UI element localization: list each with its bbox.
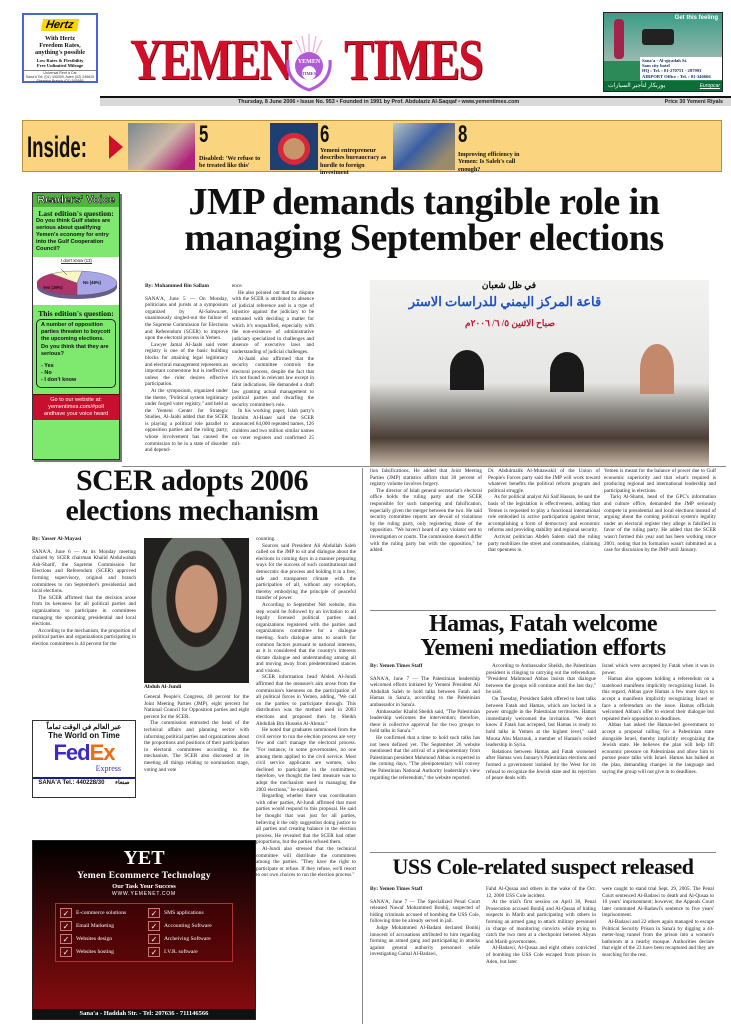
- service-label: Websites design: [76, 936, 113, 942]
- europcar-brand: Europcar: [699, 83, 720, 89]
- fedex-arabic: عبر العالم في الوقت تماماً: [46, 723, 122, 731]
- column-divider: [362, 468, 363, 1024]
- poll-option-yes[interactable]: - Yes: [41, 363, 54, 370]
- readers-voice-title: Readers' Voice: [33, 193, 119, 207]
- jmp-paragraph: As for political analyst Ali Saif Hassan, he said the basis of the legislation is effectiveness, adding that Yemen is requested to play a functional international role embodied in active participation against terror, accomplishing a form of democracy and economic reforms and providing stability and regional security.: [488, 494, 600, 534]
- service-item: [148, 934, 228, 944]
- hamas-headline-line-1: Hamas, Fatah welcome: [429, 611, 657, 637]
- hertz-contact-3: Sheraton Branch (01) 545985: [36, 79, 84, 84]
- service-label: Archeiving Software: [164, 936, 211, 942]
- hertz-tagline: [24, 35, 96, 56]
- yet-contact: Sana'a - Haddah Str. - Tel: 207636 - 711146566: [33, 1009, 255, 1019]
- scer-paragraph: The SCER affirmed that the decision arose from its keenness for all political parties and organizations to participate in committees managing the upcoming presidential and local elections.: [32, 594, 136, 628]
- photo-banner-line-3: صباح الاثنين ٥/ ٦/ ٢٠٠٦م: [465, 318, 555, 328]
- inside-photo-girl[interactable]: [128, 123, 195, 170]
- jmp-paragraph: Dr. Abdulmalik Al-Mutawakil of the Union of People's Forces party said the JMP will work toward whatever benefits the political reform program and political struggle.: [488, 468, 600, 494]
- fedex-contact: [33, 777, 135, 788]
- jmp-col-3: [370, 468, 482, 554]
- hamas-headline[interactable]: [370, 612, 716, 660]
- scer-paragraph: General People's Congress, 40 percent for the Joint Meeting Parties (JMP), eight percent for National Council for Opposition parties and eight percent for the SCER.: [144, 694, 249, 720]
- checkmark-icon: ✓: [148, 921, 160, 931]
- checkmark-icon: ✓: [148, 908, 160, 918]
- jmp-paragraph: The director of Islah general secretariat's electoral office holds the ruling party and the SCER responsible for such tampering and falsification, especially given the merger between the two. He said security committee reports are devoid of violations by the ruling party, only registering those of the opposition. "We haven't heard of any violator sent to investigation or courts. The commission doesn't differ with the ruling party but with the opposition," he added.: [370, 487, 482, 554]
- person-silhouette: [450, 350, 484, 390]
- hamas-paragraph: Ambassador Khalid Sheikh said, "The Palestinian leadership welcomes the intervention; therefore, there is collective approval for the two groups to hold talks in Sana'a.": [370, 708, 480, 735]
- europcar-line-4: AIRPORT Office : Tel. : 01-346666: [642, 73, 711, 79]
- masthead-yemen: YEMEN: [130, 27, 291, 92]
- last-question-label: Last edition's question:: [38, 209, 114, 218]
- photo-banner-line-2: قاعة المركز اليمني للدراسات الاستر: [408, 294, 602, 309]
- service-label: I.V.R. software: [164, 949, 198, 955]
- jmp-col-2: [232, 283, 314, 448]
- jmp-symposium-photo: [370, 280, 709, 466]
- hamas-paragraph: Abbas has asked the Hamas-led government to accept a proposal calling for a Palestinian state alongside Israel, thereby implicitly recognizing the Jewish state. He believes the plan will help lift economic pressure on Palestinians and allow him to pursue peace talks with Israel. Hamas has balked at the plan, demanding changes in the language and saying the group will not give in to deadlines.: [602, 722, 714, 775]
- jmp-paragraph: Al-Jaabi also affirmed that the security committee controls the electoral process, despite the fact that it's not found in relevant law except in faint indications. He demanded a draft law granting actual management to political parties and dwarfing the security committee's role.: [232, 355, 314, 408]
- hamas-paragraph: On Tuesday, President Saleh offered to host talks between Fatah and Hamas, which are locked in a power struggle in the Palestinian territories. Hamas immediately welcomed the invitation. "We don't know if Fatah has accepted, but Hamas is ready to hold talks in Yemen at the highest level," said Mousa Abu Marzouk, a member of Hamas's exiled leadership in Syria.: [486, 695, 596, 749]
- yet-services: [55, 903, 233, 962]
- price-label: Price 30 Yemeni Riyals: [664, 99, 723, 105]
- al-jundi-caption: Abduh Al-Jundi: [144, 684, 182, 690]
- jmp-col-5: [604, 468, 716, 554]
- masthead: [130, 28, 600, 92]
- last-question: Do you think Gulf states are serious about qualifying Yemen's economy for entry into the Gulf Cooperation Council?: [36, 218, 111, 252]
- inside-photo-workers[interactable]: [393, 123, 455, 170]
- service-item: [60, 934, 140, 944]
- yet-slogan: Our Task Your Success: [112, 883, 176, 890]
- europcar-footer: [604, 81, 723, 92]
- hamas-paragraph: Relations between Hamas and Fatah worsened after Hamas won January's Palestinian elections and formed a government isolated by the West for its refusal to recognize the Jewish state and its rejection of peace deals with: [486, 748, 596, 782]
- service-label: Websites hosting: [76, 949, 114, 955]
- this-question-box: [36, 319, 116, 388]
- jmp-paragraph: Lawyer Jamal Al-Jaabi said voter registry is one of the basic building blocks for attaining legal legitimacy and electoral management represents an important cornerstone but is ineffective unless the ruler desires effective participation.: [145, 341, 228, 388]
- emblem-bottom-text: TIMES: [301, 71, 317, 76]
- scer-headline-line-2: elections mechanism: [65, 494, 319, 527]
- poll-option-dont-know[interactable]: - I don't know: [41, 377, 77, 384]
- fedex-contact-arabic: صنعاء: [115, 780, 130, 786]
- inside-teaser-8[interactable]: Improving efficiency in Yemen: Is Saleh's call enough?: [458, 151, 520, 173]
- checkmark-icon: ✓: [148, 947, 160, 957]
- readers-voice-box: [32, 192, 120, 460]
- emblem-top-text: YEMEN: [297, 59, 321, 65]
- hertz-tagline-3: anything's possible: [34, 49, 86, 56]
- checkmark-icon: ✓: [60, 947, 72, 957]
- hamas-paragraph: Hamas also opposes holding a referendum on a statehood manifesto implicitly recognizing Israel. In this regard, Abbas gave Hamas a few more days to accept a manifesto implicitly recognizing Israel or face a referendum on the issue. Hamas officials welcomed Abbas's offer to extend their dialogue but repeated their opposition to deadlines.: [602, 676, 714, 722]
- person-silhouette: [640, 344, 674, 394]
- cole-col-3: [602, 886, 714, 959]
- cole-paragraph: At the trial's first session on April 30, Penal Prosecution accused Bonhij and Al-Qusaa of hiding suspects in Marib and participating with others in forming an armed gang to attack military personnel in charge of monitoring convicts while trying to catch the two men at a checkpoint between Abyan and Marib governorates.: [486, 899, 596, 945]
- fedex-express: Express: [95, 764, 121, 773]
- photo-banner-line-1: في ظل شعبان: [481, 280, 537, 290]
- inside-teaser-6[interactable]: Yemeni entrepreneur describes bureaucracy as hurdle to foreign investment: [320, 147, 387, 177]
- person-silhouette: [550, 352, 584, 392]
- cole-headline[interactable]: USS Cole-related suspect released: [392, 854, 694, 879]
- inside-page-6[interactable]: 6: [320, 121, 330, 148]
- car-image: [642, 29, 674, 45]
- europcar-line-3: HQ : Tel. : 01-270751 - 287993: [642, 68, 702, 74]
- scer-paragraph: The commission entrusted the head of the technical affairs and planning sector with informing political parties and organizations about the proportions and positions of their participation in electoral committees according to the mechanism. The SCER also discussed at its meeting all things relating to nomination stage, voting and vote: [144, 720, 249, 773]
- fedex-logo-fed: Fed: [53, 740, 90, 765]
- yet-logo: [33, 845, 255, 871]
- hamas-col-1: [370, 663, 480, 781]
- yet-url[interactable]: WWW.YEMENET.COM: [112, 891, 176, 897]
- hertz-contact-2: Sana'a Tel: (01) 440309, Aden (02) 245625: [25, 75, 95, 80]
- checkmark-icon: ✓: [60, 908, 72, 918]
- masthead-emblem-icon: [278, 30, 340, 92]
- cole-paragraph: Fahd Al-Qusaa and others in the wake of the Oct. 12, 2000 USS Cole incident.: [486, 886, 596, 899]
- checkmark-icon: ✓: [60, 934, 72, 944]
- cole-byline: By: Yemen Times Staff: [370, 886, 423, 892]
- this-question: A number of opposition parties threaten to boycott the upcoming elections. Do you think that they are serious?: [41, 322, 111, 357]
- jmp-paragraph: ence.: [232, 283, 243, 289]
- jmp-col-4: [488, 468, 600, 554]
- poll-cta-2[interactable]: yementimes.com/#poll: [48, 403, 104, 410]
- cole-paragraph: SANA'A, June 7 — The Specialized Penal Court released Nawaf Mohammed Bonhij, suspected of hiding criminals accused of bombing the USS Cole, following time he already served in jail.: [370, 898, 480, 925]
- inside-bar: [22, 120, 722, 177]
- poll-cta-3: andhave your voice heard: [43, 410, 109, 417]
- jmp-paragraph: lion falsifications. He added that Joint Meeting Parties (JMP) statistics affirm that 30 percent of registry volume involves forgery.: [370, 468, 482, 488]
- yet-name: Yemen Ecommerce Technology: [77, 871, 211, 881]
- fedex-logo: [33, 742, 135, 764]
- cole-paragraph: Al-Badawi, Al-Qusaa and eight others convicted of bombing the USS Cole escaped from prison in Aden, but later: [486, 945, 596, 965]
- scer-paragraph: According to September Net website, this step would be followed by an invitation to all legally licensed political parties and organizations registered with the parties and organizations committee for a dialogue meeting. Such dialogue aims to search for common factors pursuant to national interests, as it is considered that the country's interests dictate dialogue and understanding among all and moving away from predetermined stances and visions.: [256, 601, 356, 674]
- europcar-line-2: Sam city hotel: [642, 63, 670, 69]
- al-jundi-photo: [144, 538, 249, 683]
- hertz-tagline-1: With Hertz: [45, 35, 75, 42]
- service-item: [148, 908, 228, 918]
- hertz-logo: Hertz: [41, 19, 79, 31]
- scer-paragraph: Al-Jundi also stressed that the technical committee will distribute the committees among the parties. "They have the right to participate or refuse. If they refuse, we'll resort to our own choices to run the election process.": [256, 845, 356, 879]
- service-label: Accounting Software: [164, 923, 212, 929]
- fedex-ad[interactable]: [32, 720, 136, 798]
- hertz-ad[interactable]: [22, 13, 98, 83]
- service-item: [60, 921, 140, 931]
- hamas-paragraph: According to Ambassador Sheikh, the Palestinian president is clinging to carrying out the referendum. "President Mahmoud Abbas insists that dialogue between the groups will continue until the last day," he said.: [486, 663, 596, 696]
- scer-paragraph: According to the mechanism, the proportion of political parties and organizations participating in election committees is 44 percent for the: [32, 627, 136, 647]
- hertz-contact: [24, 70, 96, 84]
- arrow-right-icon: [109, 135, 123, 159]
- service-label: Email Marketing: [76, 923, 115, 929]
- pie-svg: [33, 257, 121, 305]
- scer-headline[interactable]: [32, 466, 352, 526]
- cole-paragraph: Judge Mohammed Al-Badani declared Bonhij innocent of accusations attributed to him regarding forming an armed gang and participating in attacks against general authority personnel while investigating Gamal Al-Badawi,: [370, 924, 480, 958]
- service-label: SMS applications: [164, 910, 204, 916]
- poll-pie-chart: [33, 257, 119, 305]
- scer-paragraph: He noted that graduates summoned from the civil service to run the election process are very few and can't manage the electoral process. "For instance, in some governorates, no one among them applied to the civil service. Most civil service applicants are women, who declined to participate in the committees; therefore, we thought the best measure was to adopt the mechanism used in managing the 2003 elections," he explained.: [256, 727, 356, 793]
- scer-paragraph: SANA'A, June 6 — At its Monday meeting chaired by SCER chairman Khalid Abdulwahab Ash-Sharif, the Supreme Commission for Elections and Referendum (SCER) approved forming supervisory, original and branch committees to run September's presidential and local elections.: [32, 548, 136, 595]
- person-image: [614, 19, 624, 59]
- pie-label-yes: Yes (39%): [43, 285, 63, 290]
- scer-col-1: [32, 536, 136, 648]
- dateline-text: Thursday, 8 June 2006 • Issue No. 953 • Founded in 1991 by Prof. Abdulaziz Al-Saqqaf • www.yementimes.com: [238, 99, 520, 105]
- scer-paragraph: Sources said President Ali Abdullah Saleh called on the JMP to sit and dialogue about the elections in coming days in a manner preparing ways for the success of such constitutional and democratic due process and holding it in a free, safe and transparent climate with the participation of all, without any exception, thereby embodying the principle of peaceful transfer of power.: [256, 542, 356, 602]
- service-item: [60, 908, 140, 918]
- jmp-byline: By: Mohammed Bin Sallam: [145, 283, 209, 289]
- jmp-headline[interactable]: [122, 181, 726, 259]
- jmp-paragraph: Yemen is meant for the balance of power due to Gulf economic superiority and that what's required is producing regional and international leadership and participating in elections.: [604, 468, 716, 494]
- hamas-col-2: [486, 663, 596, 782]
- hertz-contact-1: Universal Rent a Car: [43, 70, 77, 75]
- jmp-paragraph: He also pointed out that the dispute with the SCER is attributed to absence of judicial reference and is a type of injustice against the judiciary to be entrusted with deciding a matter for which it's unqualified, especially with the non-existence of administrative judiciary specialized in challenges and absence of executive laws and understanding of judicial challenges.: [232, 289, 314, 355]
- service-item: [148, 947, 228, 957]
- hamas-headline-line-2: Yemeni mediation efforts: [420, 635, 666, 661]
- pie-label-no: No (48%): [83, 280, 101, 285]
- hamas-paragraph: He confirmed that a time to hold such talks has not been defined yet. The September 26 website mentioned that the arrival of a plenipotentiary from Palestinian president Mahmoud Abbas is expected in the coming days. "The plenipotentiary will convey the Palestinian National Authority leadership's view regarding the referendum," the website reported.: [370, 734, 480, 781]
- service-item: [148, 921, 228, 931]
- jmp-paragraph: In his working paper, Islah party's Ibrahim Al-Haaer said the SCER announced 64,000 repeated names, 126 children and two million similar names on voter registers and confirmed 25 mil-: [232, 408, 314, 448]
- cole-paragraph: were caught to stand trial Sept. 29, 2005. The Penal Court sentenced Al-Badawi to death and Al-Qusaa to 10 years' imprisonment; however, the Appeals Court later commuted Al-Badawi's sentence to five years' imprisonment.: [602, 886, 714, 919]
- hertz-features: [24, 58, 96, 69]
- masthead-times: TIMES: [344, 27, 483, 92]
- cole-col-1: [370, 886, 480, 958]
- inside-page-5[interactable]: 5: [199, 121, 209, 148]
- scer-byline: By: Yasser Al-Mayasi: [32, 536, 82, 542]
- jmp-headline-line-2: managing September elections: [184, 217, 664, 259]
- hertz-feature-1: Low Rates & Flexibility: [36, 58, 84, 63]
- scer-paragraph: Regarding whether there was coordination with other parties, Al-Jundi affirmed that most parties would respond to this proposal. He said he thought that was just for all parties, believing it the only suggestion doing justice to all parties and creating balance in the election process. He revealed that the SCER had other proportions, but the parties refused them.: [256, 793, 356, 846]
- yet-ad[interactable]: [32, 840, 256, 1020]
- europcar-line-1: Sana'a - Al-qiyadah St.: [642, 58, 688, 63]
- cole-col-2: [486, 886, 596, 965]
- hamas-byline: By: Yemen Times Staff: [370, 663, 423, 669]
- dateline-bar: [100, 96, 731, 106]
- scer-paragraph: counting.: [256, 536, 276, 542]
- europcar-contact: [640, 57, 723, 80]
- divider: [370, 852, 716, 853]
- europcar-ad[interactable]: [603, 12, 723, 92]
- hamas-paragraph: Israel which were accepted by Fatah when it was in power.: [602, 663, 714, 676]
- hamas-paragraph: SANA'A, June 7 — The Palestinian leadership welcomed efforts initiated by Yemeni President Ali Abdullah Saleh to hold talks between Fatah and Hamas in Sana'a, according to the Palestinian ambassador in Sana'a.: [370, 675, 480, 708]
- europcar-slogan: Get this feeling: [674, 15, 718, 21]
- scer-paragraph: SCER information head Abdeh Al-Jundi affirmed that the measure's aim arose from the commission's keenness on the participation of all political forces in Yemen, adding, "We call on the parties to participate through. This distribution was the method used in 2003 elections and proposed then by Sheikh Abdullah Bin Hussein Al-Ahmar.": [256, 674, 356, 727]
- service-label: E-commerce solutions: [76, 910, 127, 916]
- scer-col-2: [144, 694, 249, 773]
- fedex-slogan: The World on Time: [48, 731, 120, 740]
- inside-page-8[interactable]: 8: [458, 121, 468, 148]
- service-item: [60, 947, 140, 957]
- scer-col-3: [256, 536, 356, 879]
- inside-teaser-5[interactable]: Disabled: 'We refuse to be treated like this': [199, 155, 261, 170]
- jmp-col-1: [145, 283, 228, 454]
- cole-paragraph: Al-Badawi and 22 others again managed to escape Political Security Prison in Sana'a by digging a 44-meter-long tunnel from the prison into a women's bathroom at a nearby mosque. Authorities declare that eight of the 23 have been recaptured and they are searching for the rest.: [602, 918, 714, 958]
- hertz-feature-2: Free Unlimited Mileage: [36, 63, 84, 69]
- fedex-logo-ex: Ex: [89, 740, 115, 765]
- jmp-paragraph: SANA'A, June 5 — On Monday, politicians and jurists at a symposium organized by Al-Sahwa.net, unanimously singled-out the failure of the Supreme Commission for Elections and Referendum (SCER) to improve upon the electoral process in Yemen.: [145, 295, 228, 342]
- jmp-paragraph: At the symposium, organized under the theme, "Political system legitimacy under forged voter registry," and held at the Yemeni Center for Strategic Studies, Al-Jaabi added that the SCER is playing a political role parallel to opposition parties and the ruling party, whose involvement has caused the commission to be in a state of disorder and depend-: [145, 387, 228, 454]
- fedex-contact-phone: SANA'A Tel.: 440228/30: [38, 780, 105, 786]
- inside-photo-man[interactable]: [270, 123, 318, 170]
- poll-link[interactable]: [33, 394, 119, 420]
- europcar-arabic: يوربكار لتأجير السيارات: [608, 83, 666, 89]
- this-question-label: This edition's question:: [38, 309, 114, 318]
- jmp-headline-line-1: JMP demands tangible role in: [188, 181, 660, 223]
- jmp-paragraph: Activist politician Abdeh Salem said the ruling party mobilizes the street and communities, claiming that openness in: [488, 533, 600, 554]
- poll-option-no[interactable]: - No: [41, 370, 52, 377]
- pie-label-dont-know: I don't know (13): [61, 258, 92, 263]
- hertz-tagline-2: Freedom Rates,: [39, 42, 81, 49]
- hamas-col-3: [602, 663, 714, 775]
- yet-logo-text: YET: [123, 847, 165, 869]
- inside-label: Inside:: [27, 131, 87, 164]
- checkmark-icon: ✓: [148, 934, 160, 944]
- poll-cta-1: Go to our website at:: [50, 396, 102, 403]
- checkmark-icon: ✓: [60, 921, 72, 931]
- scer-headline-line-1: SCER adopts 2006: [75, 464, 309, 497]
- jmp-paragraph: Tariq Al-Shami, head of the GPC's information and culture office, demanded the JMP seriously compete in presidential and local elections instead of arguing about the coming political system's legality under an electoral register they allege is falsified in favor of the ruling party. He added that the SCER wasn't formed this year and has been working since 2001, noting that its formation wasn't submitted as a case for discussion by the JMP until January.: [604, 494, 716, 554]
